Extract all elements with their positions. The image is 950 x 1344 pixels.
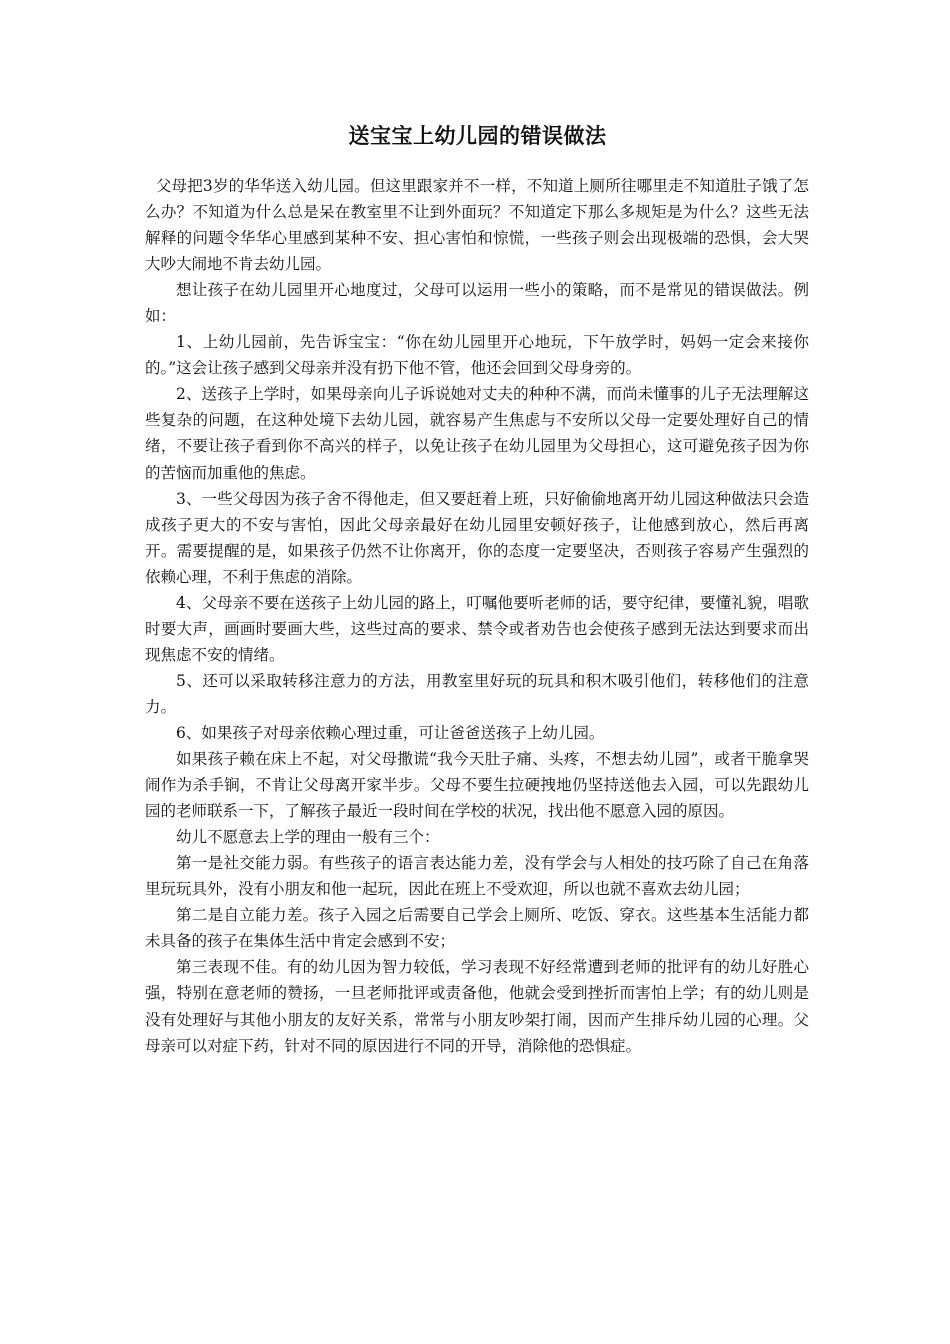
paragraph-tip-2: 2、送孩子上学时，如果母亲向儿子诉说她对丈夫的种种不满，而尚未懂事的儿子无法理解这些复杂的问题，在这种处境下去幼儿园，就容易产生焦虑与不安所以父母一定要处理好自己的情绪，不要让孩子看到你不高兴的样子，以免让孩子在幼儿园里为父母担心，这可避免孩子因为你的苦恼而加重他的焦虑。 <box>145 385 809 482</box>
paragraph-tip-4: 4、父母亲不要在送孩子上幼儿园的路上，叮嘱他要听老师的话，要守纪律，要懂礼貌，唱歌时要大声，画画时要画大些，这些过高的要求、禁令或者劝告也会使孩子感到无法达到要求而出现焦虑不安的情绪。 <box>145 593 809 664</box>
document-body <box>145 173 809 1059</box>
paragraph-tip-3: 3、一些父母因为孩子舍不得他走，但又要赶着上班，只好偷偷地离开幼儿园这种做法只会造成孩子更大的不安与害怕，因此父母亲最好在幼儿园里安顿好孩子，让他感到放心，然后再离开。需要提醒的是，如果孩子仍然不让你离开，你的态度一定要坚决，否则孩子容易产生强烈的依赖心理，不利于焦虑的消除。 <box>145 489 809 586</box>
document-title: 送宝宝上幼儿园的错误做法 <box>348 124 607 148</box>
paragraph-refusal: 如果孩子赖在床上不起，对父母撒谎“我今天肚子痛、头疼，不想去幼儿园”，或者干脆拿哭闹作为杀手锏，不肯让父母离开家半步。父母不要生拉硬拽地仍坚持送他去入园，可以先跟幼儿园的老师联系一下，了解孩子最近一段时间在学校的状况，找出他不愿意入园的原因。 <box>145 750 809 821</box>
paragraph-reason-2: 第二是自立能力差。孩子入园之后需要自己学会上厕所、吃饭、穿衣。这些基本生活能力都未具备的孩子在集体生活中肯定会感到不安； <box>145 906 809 951</box>
paragraph-tip-6: 6、如果孩子对母亲依赖心理过重，可让爸爸送孩子上幼儿园。 <box>176 723 605 742</box>
paragraph-reason-1: 第一是社交能力弱。有些孩子的语言表达能力差，没有学会与人相处的技巧除了自己在角落里玩玩具外，没有小朋友和他一起玩，因此在班上不受欢迎，所以也就不喜欢去幼儿园； <box>145 854 809 899</box>
paragraph-tip-1: 1、上幼儿园前，先告诉宝宝：“你在幼儿园里开心地玩，下午放学时，妈妈一定会来接你的。”这会让孩子感到父母亲并没有扔下他不管，他还会回到父母身旁的。 <box>145 333 809 378</box>
paragraph-reasons-intro: 幼儿不愿意去上学的理由一般有三个： <box>176 828 440 847</box>
paragraph-strategy-intro: 想让孩子在幼儿园里开心地度过，父母可以运用一些小的策略，而不是常见的错误做法。例如： <box>145 281 809 326</box>
paragraph-tip-5: 5、还可以采取转移注意力的方法，用教室里好玩的玩具和积木吸引他们，转移他们的注意力。 <box>145 671 809 716</box>
paragraph-intro: 父母把3岁的华华送入幼儿园。但这里跟家并不一样，不知道上厕所往哪里走不知道肚子饿了怎么办？不知道为什么总是呆在教室里不让到外面玩？不知道定下那么多规矩是为什么？这些无法解释的问题令华华心里感到某种不安、担心害怕和惊慌，一些孩子则会出现极端的恐惧，会大哭大吵大闹地不肯去幼儿园。 <box>145 177 809 274</box>
paragraph-reason-3: 第三表现不佳。有的幼儿因为智力较低，学习表现不好经常遭到老师的批评有的幼儿好胜心强，特别在意老师的赞扬，一旦老师批评或责备他，他就会受到挫折而害怕上学；有的幼儿则是没有处理好与其他小朋友的友好关系，常常与小朋友吵架打闹，因而产生排斥幼儿园的心理。父母亲可以对症下药，针对不同的原因进行不同的开导，消除他的恐惧症。 <box>145 958 809 1055</box>
